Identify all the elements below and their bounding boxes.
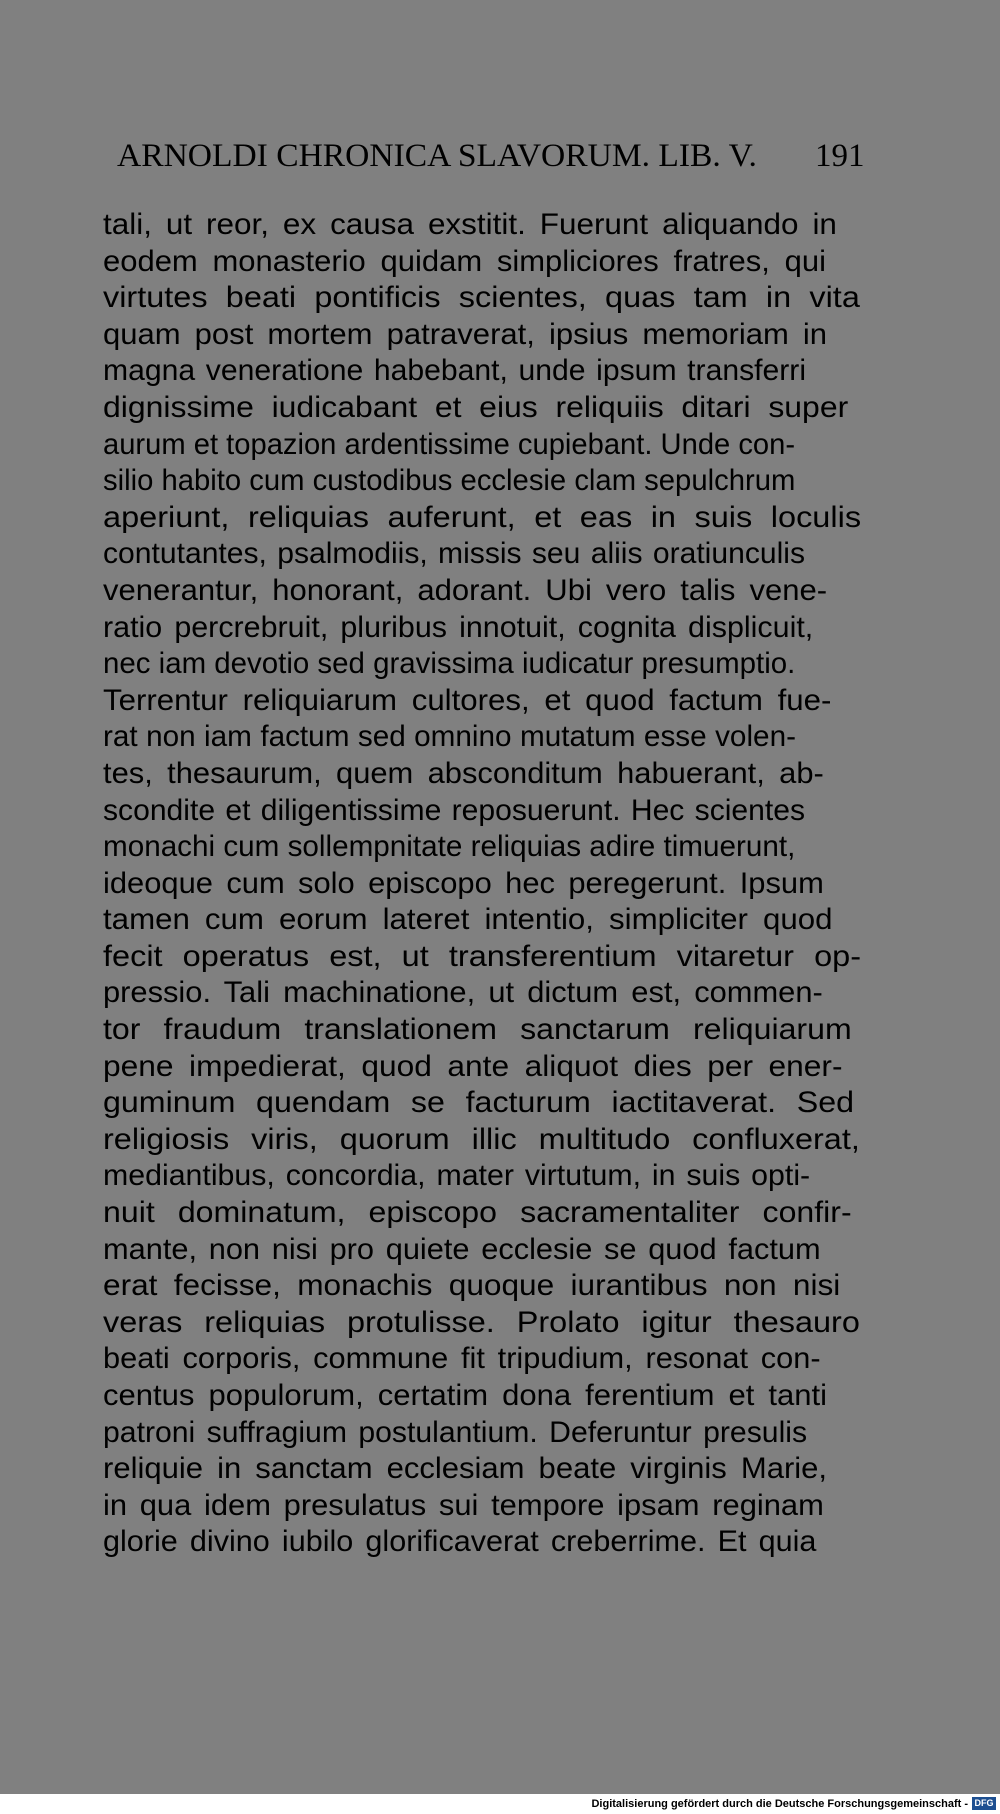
- text-line: virtutes beati pontificis scientes, quas tam in vita: [103, 281, 860, 315]
- text-line: fecit operatus est, ut transferentium vitaretur op-: [103, 939, 862, 973]
- text-line: pressio. Tali machinatione, ut dictum est, commen-: [103, 976, 823, 1010]
- text-line: dignissime iudicabant et eius reliquiis ditari super: [103, 390, 849, 424]
- text-line: Terrentur reliquiarum cultores, et quod factum fue-: [103, 683, 832, 717]
- text-line: magna veneratione habebant, unde ipsum transferri: [103, 354, 807, 388]
- text-line: ideoque cum solo episcopo hec peregerunt. Ipsum: [103, 866, 824, 900]
- text-line: guminum quendam se facturum iactitaverat. Sed: [103, 1086, 855, 1120]
- text-line: mante, non nisi pro quiete ecclesie se quod factum: [103, 1232, 821, 1266]
- text-line: patroni suffragium postulantium. Deferuntur presulis: [103, 1415, 808, 1449]
- text-line: aperiunt, reliquias auferunt, et eas in suis loculis: [103, 500, 862, 534]
- running-head-title: ARNOLDI CHRONICA SLAVORUM. LIB. V.: [117, 138, 757, 174]
- text-line: tes, thesaurum, quem absconditum habuerant, ab-: [103, 756, 824, 790]
- text-line: quam post mortem patraverat, ipsius memoriam in: [103, 317, 828, 351]
- text-line: rat non iam factum sed omnino mutatum esse volen-: [103, 720, 796, 754]
- digitization-footer: [0, 1794, 1000, 1814]
- text-line: tali, ut reor, ex causa exstitit. Fuerunt aliquando in: [103, 208, 837, 241]
- text-line: venerantur, honorant, adorant. Ubi vero talis vene-: [103, 573, 828, 607]
- text-line: mediantibus, concordia, mater virtutum, in suis opti-: [103, 1159, 811, 1193]
- text-line: eodem monasterio quidam simpliciores fratres, qui: [103, 244, 826, 278]
- text-line: aurum et topazion ardentissime cupiebant. Unde con-: [103, 427, 796, 461]
- text-line: ratio percrebruit, pluribus innotuit, cognita displicuit,: [103, 610, 814, 644]
- text-line: religiosis viris, quorum illic multitudo confluxerat,: [103, 1122, 860, 1156]
- text-line: in qua idem presulatus sui tempore ipsam reginam: [103, 1488, 824, 1522]
- text-line: pene impedierat, quod ante aliquot dies per ener-: [103, 1049, 843, 1083]
- text-line: centus populorum, certatim dona ferentium et tanti: [103, 1379, 828, 1412]
- text-line: contutantes, psalmodiis, missis seu aliis oratiunculis: [103, 537, 806, 571]
- dfg-logo: DFG: [972, 1797, 996, 1810]
- text-line: veras reliquias protulisse. Prolato igitur thesauro: [103, 1305, 860, 1339]
- footer-credit: Digitalisierung gefördert durch die Deutsche Forschungsgemeinschaft -: [591, 1798, 968, 1810]
- text-line: nec iam devotio sed gravissima iudicatur presumptio.: [103, 647, 796, 681]
- text-line: glorie divino iubilo glorificaverat creberrime. Et quia: [103, 1525, 817, 1559]
- text-line: beati corporis, commune fit tripudium, resonat con-: [103, 1342, 821, 1376]
- running-head: [117, 134, 865, 178]
- text-line: tor fraudum translationem sanctarum reliquiarum: [103, 1013, 852, 1047]
- page-number: 191: [815, 138, 865, 174]
- body-text: [103, 207, 862, 1561]
- text-line: erat fecisse, monachis quoque iurantibus non nisi: [103, 1269, 841, 1303]
- text-line: monachi cum sollempnitate reliquias adire timuerunt,: [103, 830, 796, 864]
- text-line: scondite et diligentissime reposuerunt. Hec scientes: [103, 793, 806, 827]
- text-line: silio habito cum custodibus ecclesie clam sepulchrum: [103, 464, 796, 498]
- text-line: reliquie in sanctam ecclesiam beate virginis Marie,: [103, 1452, 828, 1486]
- text-line: nuit dominatum, episcopo sacramentaliter confir-: [103, 1196, 852, 1230]
- text-line: tamen cum eorum lateret intentio, simpliciter quod: [103, 903, 833, 937]
